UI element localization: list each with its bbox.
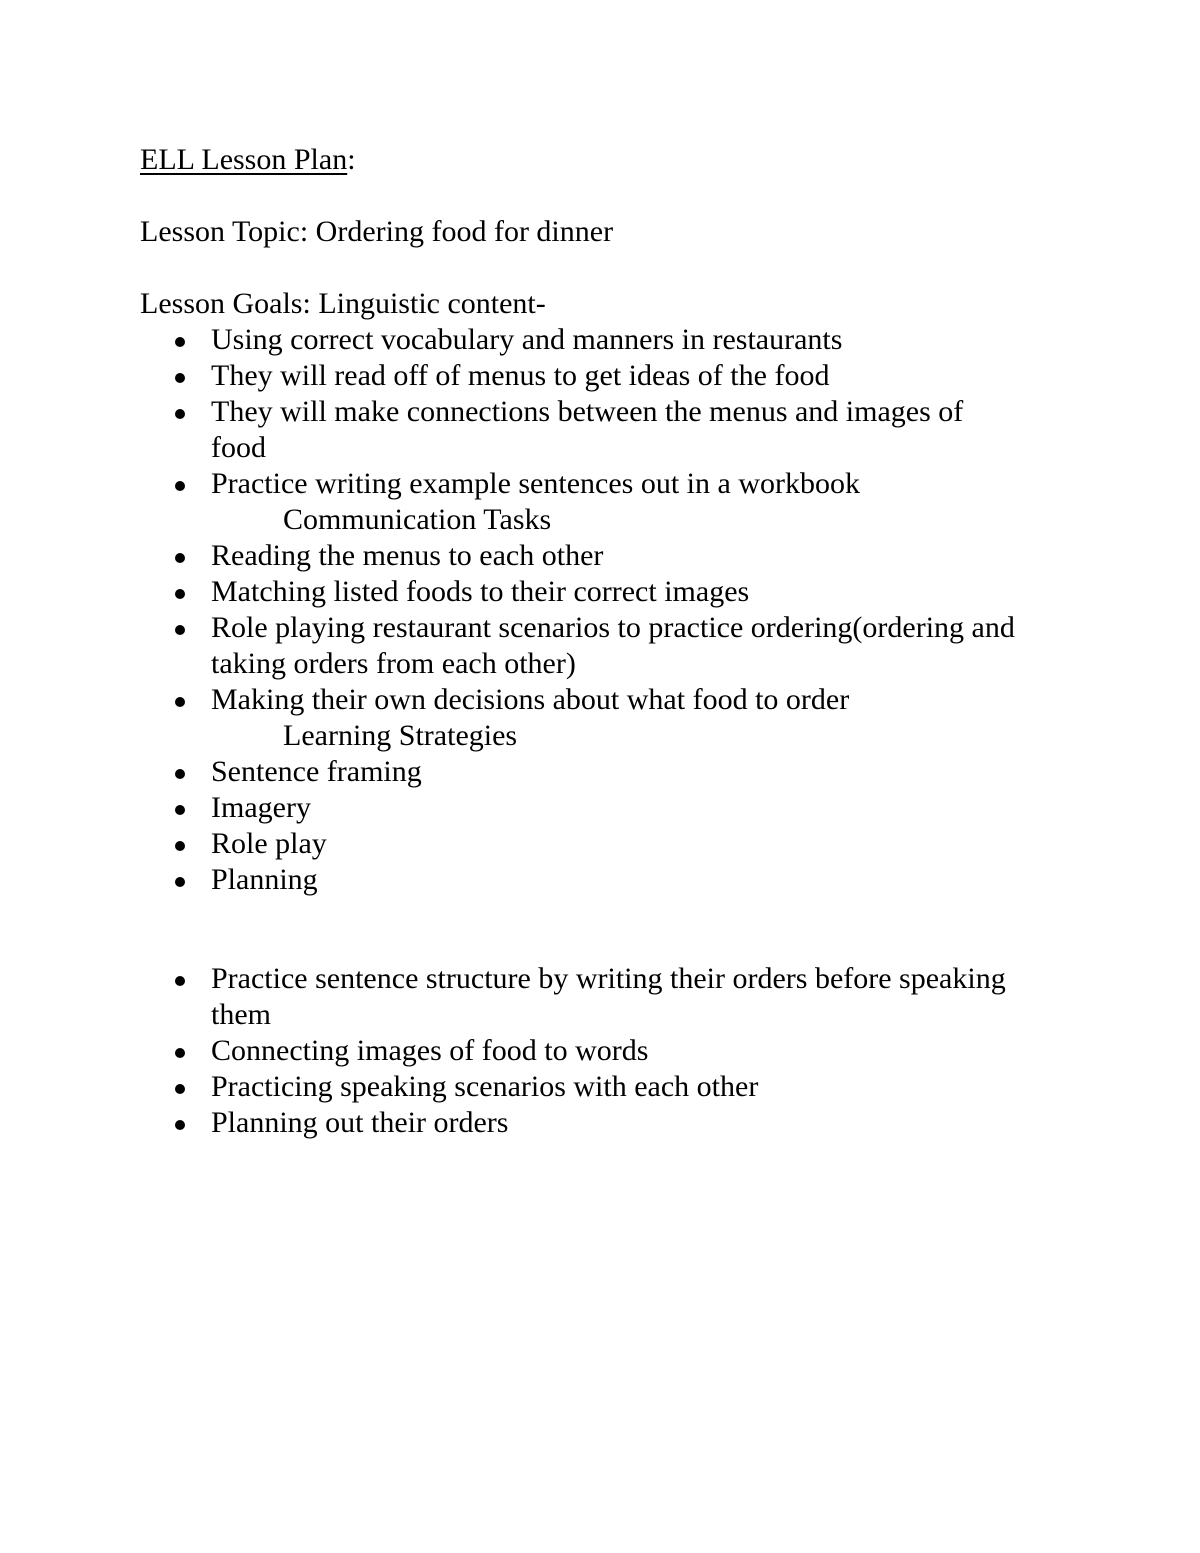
bullet-icon bbox=[175, 976, 185, 986]
list-item bbox=[140, 790, 1071, 826]
list-item bbox=[140, 574, 1071, 610]
list-item-text: Role play bbox=[211, 827, 327, 860]
title-underlined-text: ELL Lesson Plan bbox=[140, 143, 348, 176]
list-item-text: Practice writing example sentences out in a workbook bbox=[211, 467, 860, 500]
title-colon: : bbox=[347, 143, 356, 176]
list-item bbox=[140, 358, 1071, 394]
spacer bbox=[140, 898, 1100, 961]
list-item bbox=[140, 610, 1071, 682]
list-item-text: Planning out their orders bbox=[211, 1106, 509, 1139]
list-item-text: Reading the menus to each other bbox=[211, 539, 604, 572]
list-item bbox=[140, 538, 1071, 574]
list-item bbox=[140, 394, 1011, 466]
bullet-icon bbox=[175, 841, 185, 851]
list-item-text: Sentence framing bbox=[211, 755, 422, 788]
list-item bbox=[140, 682, 1071, 718]
list-item-text: Making their own decisions about what food to order bbox=[211, 683, 850, 716]
list-item-text: Planning bbox=[211, 863, 318, 896]
learning-strategies-list bbox=[140, 754, 1100, 898]
document-page bbox=[140, 142, 1100, 1141]
bullet-icon bbox=[175, 409, 185, 419]
bullet-icon bbox=[175, 877, 185, 887]
linguistic-content-list bbox=[140, 322, 1100, 502]
list-item-text: Using correct vocabulary and manners in restaurants bbox=[211, 323, 843, 356]
list-item bbox=[140, 322, 1071, 358]
list-item-text: They will make connections between the menus and images of food bbox=[211, 395, 964, 464]
bullet-icon bbox=[175, 697, 185, 707]
list-item bbox=[140, 754, 1071, 790]
list-item-text: Connecting images of food to words bbox=[211, 1034, 649, 1067]
bullet-icon bbox=[175, 805, 185, 815]
learning-strategies-heading: Learning Strategies bbox=[283, 719, 518, 752]
bullet-icon bbox=[175, 625, 185, 635]
list-item-text: Matching listed foods to their correct images bbox=[211, 575, 750, 608]
list-item-text: Practice sentence structure by writing their orders before speaking them bbox=[211, 962, 1006, 1031]
bullet-icon bbox=[175, 1120, 185, 1130]
list-item-text: Role playing restaurant scenarios to practice ordering(ordering and taking orders from each other) bbox=[211, 611, 1015, 680]
list-item bbox=[140, 826, 1071, 862]
bullet-icon bbox=[175, 553, 185, 563]
communication-tasks-list bbox=[140, 538, 1100, 718]
list-item bbox=[140, 961, 1071, 1033]
communication-tasks-heading: Communication Tasks bbox=[283, 503, 552, 536]
list-item bbox=[140, 1069, 1071, 1105]
list-item-text: Practicing speaking scenarios with each other bbox=[211, 1070, 759, 1103]
spacer bbox=[140, 178, 1100, 214]
list-item-text: They will read off of menus to get ideas of the food bbox=[211, 359, 830, 392]
document-title bbox=[140, 142, 1100, 178]
lesson-goals-heading: Lesson Goals: Linguistic content- bbox=[140, 287, 546, 320]
list-item bbox=[140, 1033, 1071, 1069]
list-item bbox=[140, 466, 1071, 502]
spacer bbox=[140, 250, 1100, 286]
lesson-topic: Lesson Topic: Ordering food for dinner bbox=[140, 215, 614, 248]
list-item bbox=[140, 1105, 1071, 1141]
bullet-icon bbox=[175, 337, 185, 347]
bullet-icon bbox=[175, 1084, 185, 1094]
bullet-icon bbox=[175, 1048, 185, 1058]
bullet-icon bbox=[175, 589, 185, 599]
bullet-icon bbox=[175, 481, 185, 491]
list-item-text: Imagery bbox=[211, 791, 311, 824]
list-item bbox=[140, 862, 1071, 898]
additional-strategies-list bbox=[140, 961, 1100, 1141]
bullet-icon bbox=[175, 769, 185, 779]
bullet-icon bbox=[175, 373, 185, 383]
